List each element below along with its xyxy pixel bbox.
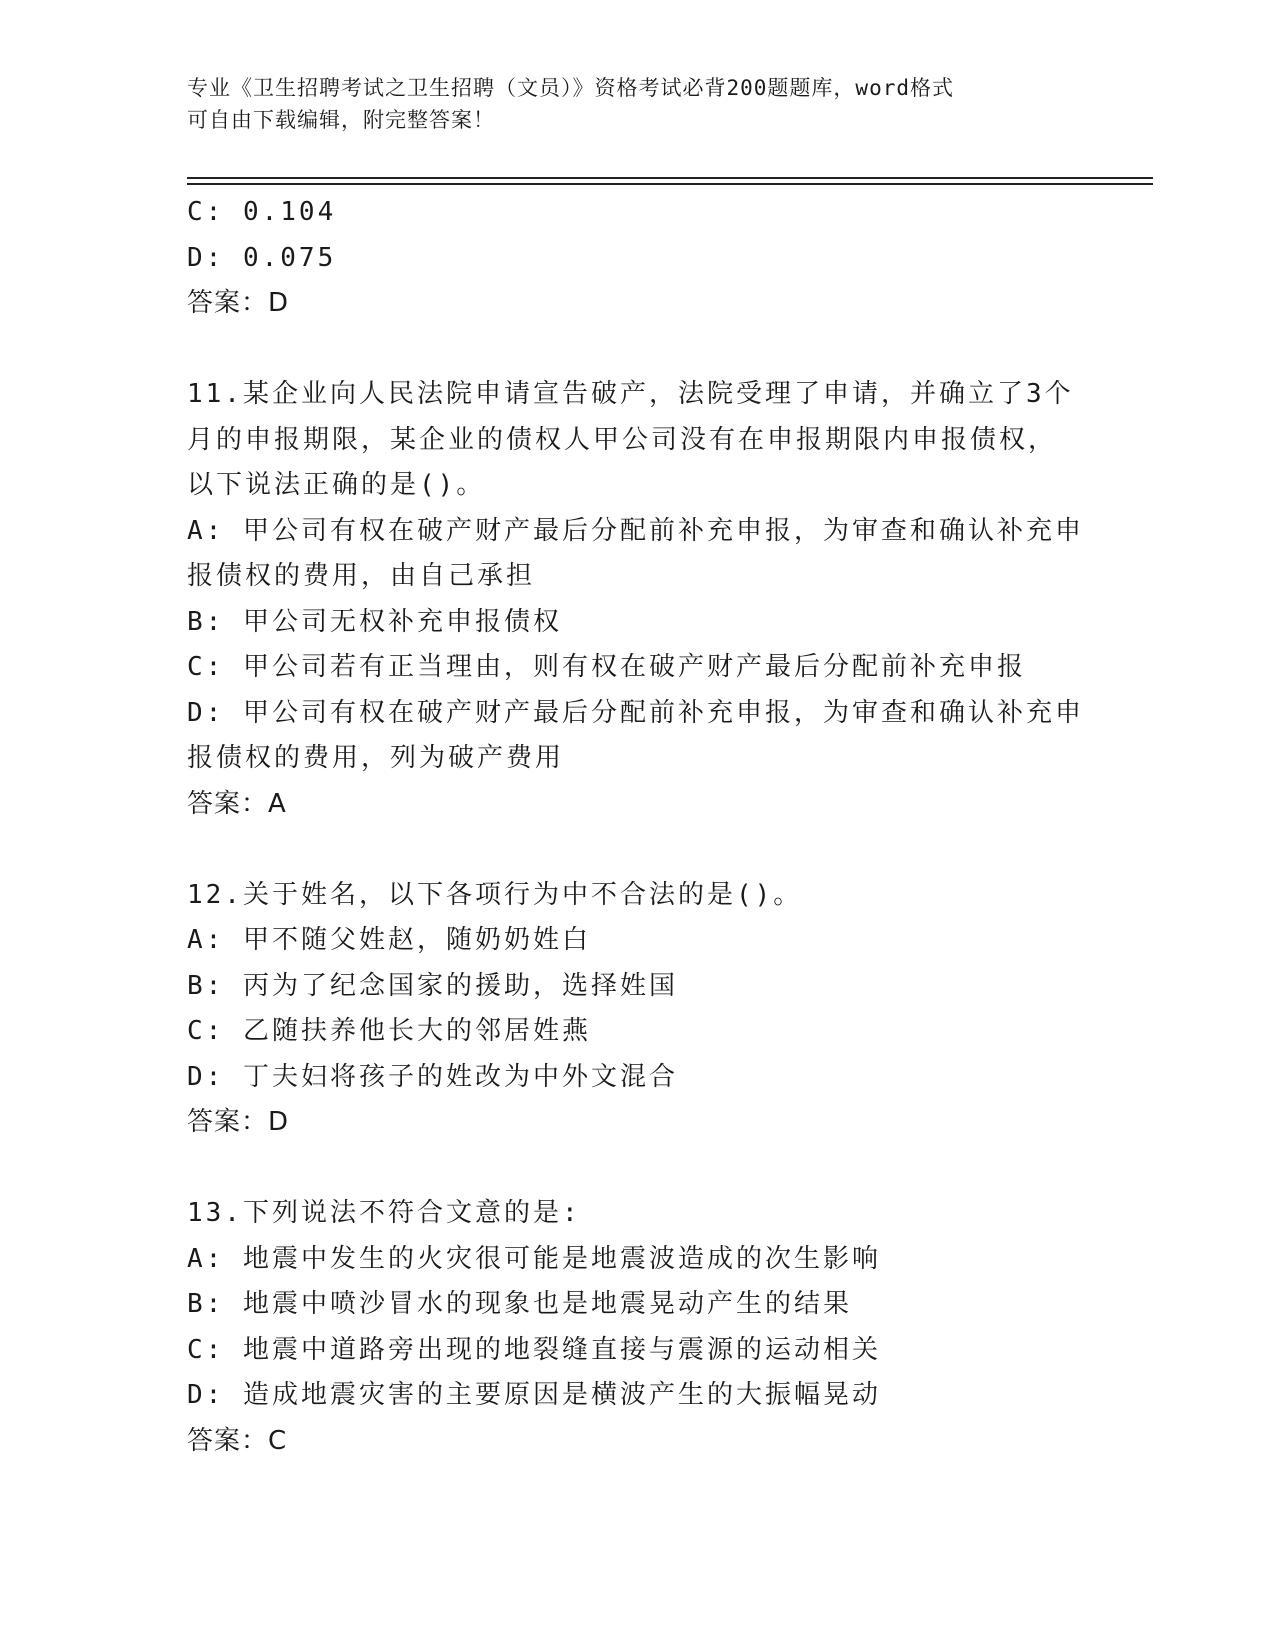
option-b: B: 丙为了纪念国家的援助，选择姓国	[187, 970, 678, 1001]
answer: 答案：C	[187, 1425, 288, 1456]
option-a: A: 甲不随父姓赵，随奶奶姓白	[187, 925, 591, 955]
question-stem-cont: 月的申报期限，某企业的债权人甲公司没有在申报期限内申报债权，	[187, 424, 1058, 455]
spacer	[187, 1146, 1087, 1192]
option-a-cont: 报债权的费用，由自己承担	[187, 561, 536, 591]
option-d: D: 丁夫妇将孩子的姓改为中外文混合	[187, 1061, 678, 1092]
question-list	[187, 190, 1087, 1464]
option-a: A: 地震中发生的火灾很可能是地震波造成的次生影响	[187, 1243, 881, 1274]
option-d: D: 甲公司有权在破产财产最后分配前补充申报，为审查和确认补充申	[187, 697, 1084, 728]
option-b: B: 甲公司无权补充申报债权	[187, 606, 562, 637]
question-stem: 13.下列说法不符合文意的是:	[187, 1198, 581, 1228]
header-rule-bottom	[187, 183, 1153, 185]
option-c: C: 地震中道路旁出现的地裂缝直接与震源的运动相关	[187, 1334, 881, 1365]
option-d: D: 造成地震灾害的主要原因是横波产生的大振幅晃动	[187, 1380, 881, 1410]
option-b: B: 地震中喷沙冒水的现象也是地震晃动产生的结果	[187, 1289, 852, 1319]
question-13	[187, 1191, 1087, 1464]
option-a: A: 甲公司有权在破产财产最后分配前补充申报，为审查和确认补充申	[187, 515, 1084, 546]
answer: 答案：D	[187, 288, 290, 318]
question-12	[187, 873, 1087, 1146]
answer: 答案：D	[187, 1107, 290, 1137]
option-d: D: 0.075	[187, 242, 337, 273]
question-stem: 12.关于姓名，以下各项行为中不合法的是()。	[187, 879, 803, 910]
document-header	[187, 72, 1087, 136]
option-c: C: 0.104	[187, 197, 337, 227]
spacer	[187, 827, 1087, 873]
question-10-tail	[187, 190, 1087, 327]
option-c: C: 甲公司若有正当理由，则有权在破产财产最后分配前补充申报	[187, 652, 1026, 682]
spacer	[187, 327, 1087, 373]
question-stem: 11.某企业向人民法院申请宣告破产，法院受理了申请，并确立了3个	[187, 379, 1074, 409]
answer: 答案：A	[187, 788, 287, 819]
question-stem-cont: 以下说法正确的是()。	[187, 470, 486, 500]
option-d-cont: 报债权的费用，列为破产费用	[187, 743, 565, 773]
header-line-1: 专业《卫生招聘考试之卫生招聘（文员）》资格考试必背200题题库，word格式	[187, 76, 954, 100]
header-rule-top	[187, 177, 1153, 179]
question-11	[187, 372, 1087, 827]
option-c: C: 乙随扶养他长大的邻居姓燕	[187, 1016, 591, 1046]
header-line-2: 可自由下载编辑，附完整答案！	[187, 108, 495, 132]
